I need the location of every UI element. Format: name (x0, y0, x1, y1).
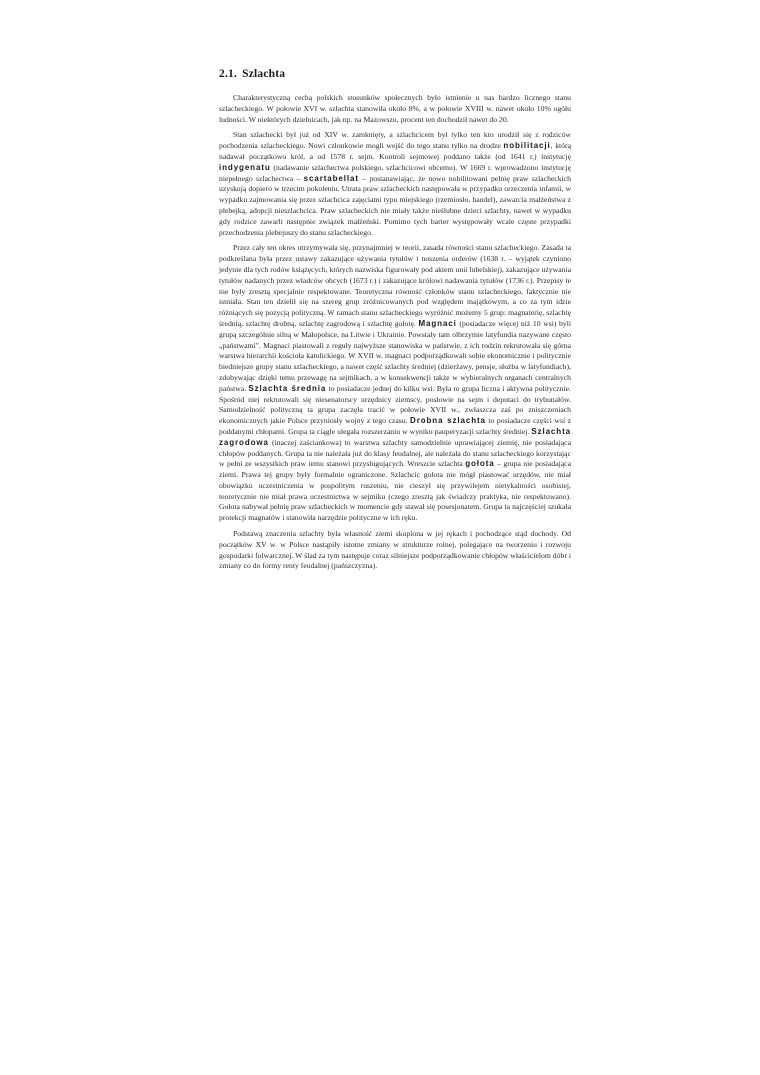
paragraph-text: to posiadacze części wsi z poddanymi chłopami. Grupa ta ciągle ulegała rozszerzaniu w wyniku pauperyzacji szlachty średniej. (219, 416, 571, 436)
paragraph-text: Stan szlachecki był już od XIV w. zamknięty, a szlachcicem był tylko ten kto urodził się z rodziców pochodzenia szlacheckiego. Nowi członkowie mogli wejść do tego stanu tylko na drodze (219, 130, 571, 151)
paragraph-equality-and-groups (219, 243, 571, 524)
term-scartabellat: scartabellat (303, 173, 359, 183)
document-page (219, 68, 571, 577)
paragraph-land-ownership (219, 529, 571, 572)
term-magnaci: Magnaci (418, 318, 457, 328)
term-indygenat: indygenatu (219, 162, 271, 172)
section-heading: 2.1. Szlachta (219, 68, 286, 80)
paragraph-closed-estate (219, 130, 571, 238)
paragraph-text: (posiadacze więcej niż 10 wsi) byli grupą szczególnie silną w Małopolsce, na Litwie i Ukrainie. Powstały tam olbrzymie latyfundia nazywane często „państwami". Magnaci piastowali z reguły najwyższe stanowiska w państwie, z ich rodzin rekrutowała się górna warstwa hierarchii kościoła katolickiego. W XVII w. magnaci podporządkowali sobie ekonomicznie i politycznie biedniejsze grupy stanu szlacheckiego, a nawet część szlachty średniej (dzierżawy, pensje, służba w latyfundiach), zdobywając dzięki temu przewagę na sejmikach, a w konsekwencji także w wybieralnych organach centralnych państwa. (219, 318, 572, 393)
paragraph-text: (inaczej zaściankowa) to warstwa szlachty samodzielnie uprawiającej ziemię, nie posiadająca chłopów poddanych. Grupa ta nie należała już do klasy feudalnej, ale należała do stanu szlacheckiego korzystając w pełni ze wszystkich praw temu stanowi przysługujących. Wreszcie szlachta (219, 437, 571, 469)
paragraph-text: Podstawą znaczenia szlachty była własność ziemi skupiona w jej rękach i pochodzące stąd dochody. Od początków XV w. w Polsce nastąpiły istotne zmiany w strukturze rolnej, polegające na tworzeniu i rozwoju gospodarki folwarcznej. W ślad za tym następuje coraz silniejsze podporządkowanie chłopów właścicielom dóbr i zmiany co do formy renty feudalnej (pańszczyzna). (219, 529, 571, 571)
term-szlachta-zagrodowa: Szlachta zagrodowa (219, 426, 571, 447)
paragraph-text: , którą nadawał początkowo król, a od 1578 r. sejm. Kontroli sejmowej poddano także (od 1641 r.) instytucję (219, 141, 571, 161)
paragraph-text: Charakterystyczną cechą polskich stosunków społecznych było istnienie u nas bardzo licznego stanu szlacheckiego. W połowie XVI w. szlachta stanowiła około 8%, a w połowie XVIII w. nawet około 10% ogółu ludności. W niektórych dzielnicach, jak np. na Mazowszu, procent ten dochodził nawet do 20. (219, 93, 571, 124)
term-szlachta-srednia: Szlachta średnia (248, 383, 327, 393)
paragraph-text: – postanawiając, że nowo nobilitowani pełnię praw szlacheckich uzyskują dopiero w trzecim pokoleniu. Utrata praw szlacheckich następowała w przypadku orzeczenia infamii, w wypadku zajmowania się przez szlachcica zajęciami typu miejskiego (rzemiosło, handel), zawarcia małżeństwa z plebejką, adopcji nieszlachcica. Praw szlacheckich nie miały także nieślubne dzieci szlachty, nawet w wypadku gdy rodzice zawarli następnie związek małżeński. Pomimo tych barier występowały wcale częste przypadki przechodzenia plebejuszy do stanu szlacheckiego. (219, 173, 572, 237)
paragraph-text: Przez cały ten okres utrzymywała się, przynajmniej w teorii, zasada równości stanu szlacheckiego. Zasada ta podkreślana była przez ustawy zakazujące używania tytułów i noszenia orderów (1638 r. – wyjątek czyniono jedynie dla tych rodów książęcych, których nazwiska figurowały pod aktem unii lubelskiej), zakazujące używania tytułów nadanych przez władców obcych (1673 r.) i zakazujące królowi nadawania tytułów (1736 r.). Przepisy te nie były zresztą specjalnie respektowane. Teoretyczna równość członków stanu szlacheckiego, faktycznie nie istniała. Stan ten dzielił się na szereg grup zróżnicowanych pod względem majątkowym, a co za tym idzie różniących się pozycją polityczną. W ramach stanu szlacheckiego wyróżnić możemy 5 grup: magnaterię, szlachtę średnią, szlachtę drobną, szlachtę zagrodową i szlachtę gołotę. (219, 243, 571, 328)
paragraph-text: to posiadacze jednej do kilku wsi. Była to grupa liczna i aktywna politycznie. Spośród niej rekrutowali się niesenatorscy urzędnicy ziemscy, posłowie na sejm i deputaci do trybunałów. Samodzielność polityczną ta grupa zaczęła tracić w połowie XVII w., zwłaszcza zaś po zniszczeniach ekonomicznych jakie Polsce przyniosły wojny z tego czasu. (219, 383, 571, 426)
paragraph-population (219, 93, 571, 125)
term-drobna-szlachta: Drobna szlachta (410, 416, 486, 426)
paragraph-text: (nadawanie szlachectwa polskiego, szlachcicowi obcemu). W 1669 r. wprowadzono instytucję niepełnego szlachectwa – (219, 162, 571, 183)
term-nobilitacja: nobilitacji (503, 141, 551, 151)
paragraph-text: – grupa nie posiadająca ziemi. Prawa tej grupy były formalnie ograniczone. Szlachcic gołota nie mógł piastować urzędów, nie miał obowiązku uczestniczenia w pospolitym ruszeniu, nie cieszył się przywilejem nietykalności osobistej, teoretycznie nie miał prawa uczestnictwa w sejmiku (czego zresztą jak świadczy praktyka, nie respektowano). Gołota nabywał pełnię praw szlacheckich w momencie gdy stawał się posesjonatem. Grupa ta najczęściej szukała protekcji magnatów i stanowiła narzędzie polityczne w ich ręku. (219, 459, 571, 523)
term-golota: gołota (465, 459, 495, 469)
